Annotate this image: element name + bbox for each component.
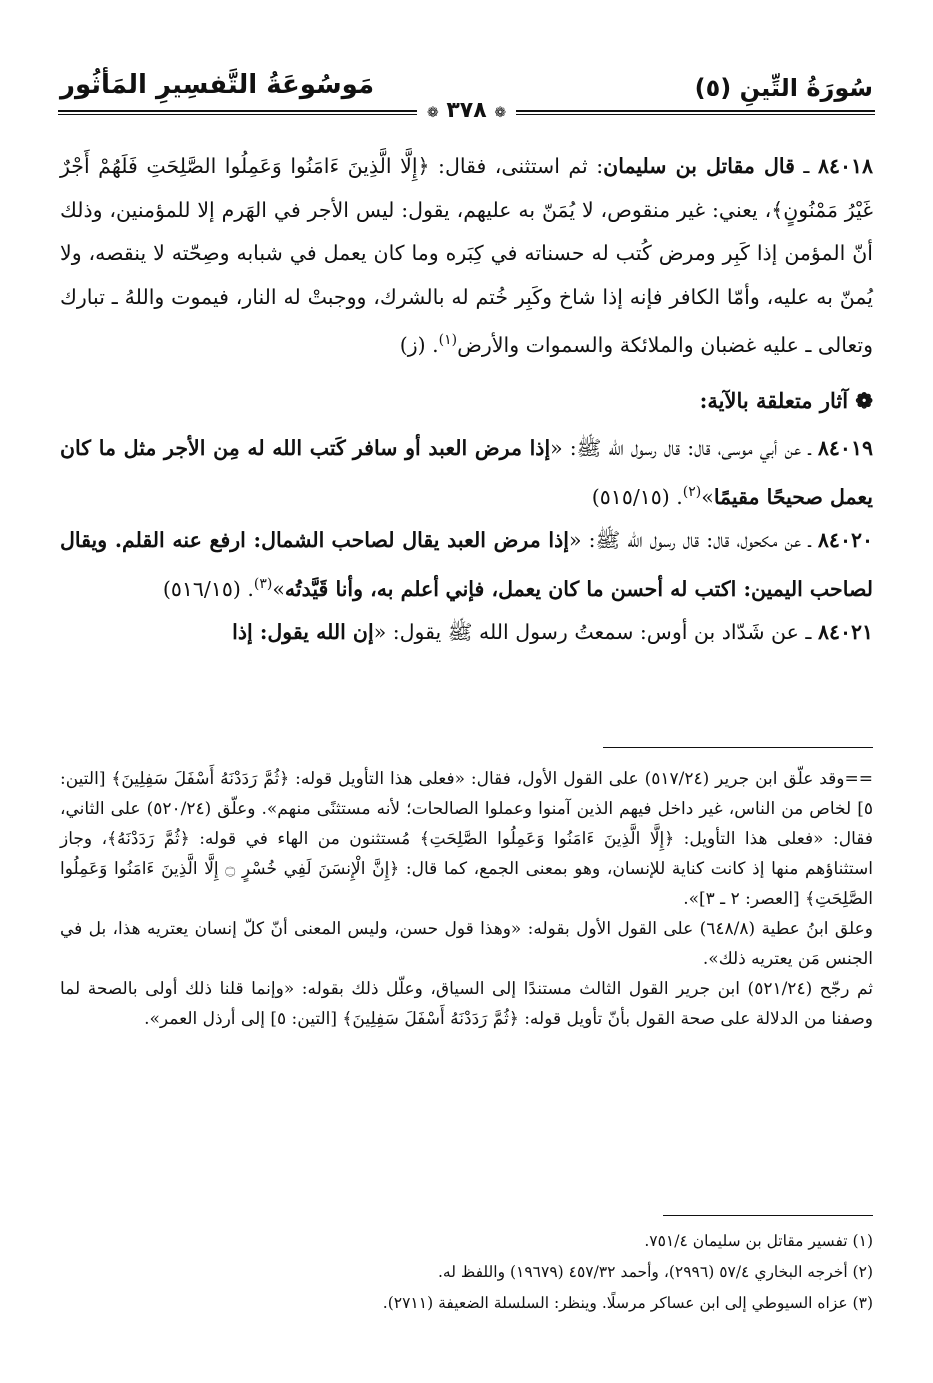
entry-text: الهَرم إلا للمؤمنين، وذلك أنّ المؤمن إذا كَبِر ومرض كُتب له حسناته في كِبَره وما xyxy=(60,197,874,265)
footnote-marker: (٣) xyxy=(253,575,273,592)
entry-text: : ثم استثنى، فقال: ﴿إِلَّا الَّذِينَ ءَامَنُوا وَعَمِلُوا الصَّلِحَتِ xyxy=(146,154,604,178)
entry-84019 xyxy=(60,427,873,519)
note-paragraph: وعلق ابنُ عطية (٦٤٨/٨) على القول الأول بقوله: «وهذا قول حسن، وليس المعنى أنّ كلّ إنسان يعتريه هذا، بل في الجنس مَن يعتريه ذلك». xyxy=(60,919,874,969)
entry-84021 xyxy=(60,611,873,655)
hadith-text: أعلم به، وأنا قَيَّدتُه xyxy=(284,576,439,601)
main-text xyxy=(60,145,873,654)
footnote-marker: (٢) xyxy=(682,483,702,500)
section-heading xyxy=(60,375,873,427)
hadith-text: الشمال: ارفع عنه القلم. ويقال لصاحب اليمين: اكتب له أحسن ما كان يعمل، فإني xyxy=(60,528,873,601)
footnotes-separator xyxy=(663,1215,873,1216)
note-paragraph: ==وقد علّق ابن جرير (٥١٧/٢٤) على القول الأول، فقال: «فعلى هذا التأويل قوله: ﴿ثُمَّ رَدَدْنَهُ أَسْفَلَ سَفِلِينَ﴾ [التين: ٥] لخاص من الناس، غير داخل فيهم الذين آمنوا وعملوا الصالحات؛ لأنه مستثنًى منهم». وعلّق (٥٢٠/٢٤) على الثاني، فقال: «فعلى هذا التأويل: ﴿إِلَّا الَّذِينَ ءَامَنُوا وَعَمِلُوا الصَّلِحَتِ﴾ مُستثنون من الهاء في قوله: ﴿ثُمَّ رَدَدْنَهُ﴾، وجاز استثناؤهم منها إذ كانت كناية للإنسان، وهو بمعنى الجمع، كما قال: ﴿إِنَّ الْإِنسَنَ لَفِي خُسْرٍ ۝ إِلَّا الَّذِينَ ءَامَنُوا وَعَمِلُوا الصَّلِحَتِ﴾ [العصر: ٢ ـ ٣]». xyxy=(60,769,873,909)
note-paragraph: ثم رجّح (٥٢١/٢٤) ابن جرير القول الثالث مستندًا إلى السياق، وعلّل ذلك بقوله: «وإنما قلنا ذلك أولى بالصحة لما وصفنا من الدلالة على صحة القول بأنّ تأويل قوله: ﴿ثُمَّ رَدَدْنَهُ أَسْفَلَ سَفِلِينَ﴾ [التين: ٥] إلى أرذل العمر». xyxy=(60,979,874,1029)
notes-separator xyxy=(603,747,873,748)
footnote-marker: (١) xyxy=(438,332,458,348)
entry-84020 xyxy=(60,519,873,611)
entry-text: ـ عن أبي موسى، قال: قال رسول الله ﷺ: « xyxy=(550,436,811,461)
page-number: ٣٧٨ xyxy=(446,98,487,123)
entry-84018: ٨٤٠١٨ ـ قال مقاتل بن سليمان: ثم استثنى، فقال: ﴿إِلَّا الَّذِينَ ءَامَنُوا وَعَمِلُوا الصَّلِحَتِ فَلَهُمْ أَجْرٌ غَيْرُ مَمْنُونٍ﴾، يعني: غير منقوص، لا يُمَنّ به عليهم، يقول: ليس الأجر في الهَرم إلا للمؤمنين، وذلك أنّ المؤمن إذا كَبِر ومرض كُتب له حسناته في كِبَره وما كان يعمل في شبابه وصِحّته لا ينقصه، ولا يُمنّ به عليه، وأمّا الكافر فإنه إذا شاخ وكَبِر خُتم له بالشرك، ووجبتْ له النار، فيموت واللهُ ـ تبارك وتعالى ـ عليه غضبان والملائكة والسموات والأرض$^{(١)}$. (ز) xyxy=(60,154,874,357)
entry-text: فَلَهُمْ أَجْرٌ غَيْرُ مَمْنُونٍ﴾، يعني: غير منقوص، لا يُمَنّ به عليهم، يقول: ليس الأجر في xyxy=(60,154,873,222)
quote-close: » xyxy=(272,576,285,601)
footnote: (٣) عزاه السيوطي إلى ابن عساكر مرسلًا. وينظر: السلسلة الضعيفة (٢٧١١). xyxy=(382,1294,873,1312)
quote-close: » xyxy=(701,484,714,509)
footnotes xyxy=(60,1226,873,1319)
ornament-icon: ❁ xyxy=(426,105,439,121)
footnote: (١) تفسير مقاتل بن سليمان ٧٥١/٤. xyxy=(644,1232,873,1250)
page-number-box xyxy=(417,98,516,123)
entry-number: ٨٤٠١٩ xyxy=(817,436,873,461)
volume-reference: . (٥١٥/١٥) xyxy=(591,484,683,509)
section-heading-text: آثار متعلقة بالآية: xyxy=(699,388,849,414)
volume-reference: . (٥١٦/١٥) xyxy=(162,576,254,601)
entry-text: ـ عن شَدّاد بن أوس: سمعتُ رسول الله ﷺ يقول: « xyxy=(373,619,812,644)
hadith-text: كَتب الله له مِن الأجر مثل ما كان يعمل صحيحًا مقيمًا xyxy=(60,436,873,509)
entry-author: قال مقاتل بن سليمان xyxy=(603,154,795,178)
entry-text: والملائكة والسموات والأرض xyxy=(457,332,694,357)
entry-number: ٨٤٠١٨ xyxy=(817,154,873,178)
ornament-icon: ❁ xyxy=(494,105,507,121)
footnote: (٢) أخرجه البخاري ٥٧/٤ (٢٩٩٦)، وأحمد ٤٥٧/٣٢ (١٩٦٧٩) واللفظ له. xyxy=(437,1263,873,1281)
entry-number: ٨٤٠٢٠ xyxy=(817,528,873,553)
entry-number: ٨٤٠٢١ xyxy=(817,619,873,644)
hadith-text: إذا مرض العبد أو سافر xyxy=(352,436,551,461)
hadith-text: إن الله يقول: إذا xyxy=(232,619,374,644)
entry-text: وكَبِر خُتم له بالشرك، ووجبتْ له النار، فيموت واللهُ ـ تبارك وتعالى ـ عليه غضبان xyxy=(60,284,873,357)
hadith-text: إذا مرض العبد يقال لصاحب xyxy=(331,528,569,553)
flower-ornament-icon: ❁ xyxy=(855,388,873,414)
page-number-wrap xyxy=(0,98,933,123)
book-title: مَوسُوعَةُ التَّفسِيرِ المَأثُور xyxy=(60,70,375,100)
entry-text: ـ عن مكحول، قال: قال رسول الله ﷺ: « xyxy=(568,528,811,553)
surah-title: سُورَةُ التِّينِ (٥) xyxy=(694,74,873,102)
entry-text: كان يعمل في شبابه وصِحّته لا ينقصه، ولا يُمنّ به عليه، وأمّا الكافر فإنه إذا شاخ xyxy=(60,241,873,309)
entry-tail: . (ز) xyxy=(399,332,439,357)
commentary-notes xyxy=(60,764,873,1034)
